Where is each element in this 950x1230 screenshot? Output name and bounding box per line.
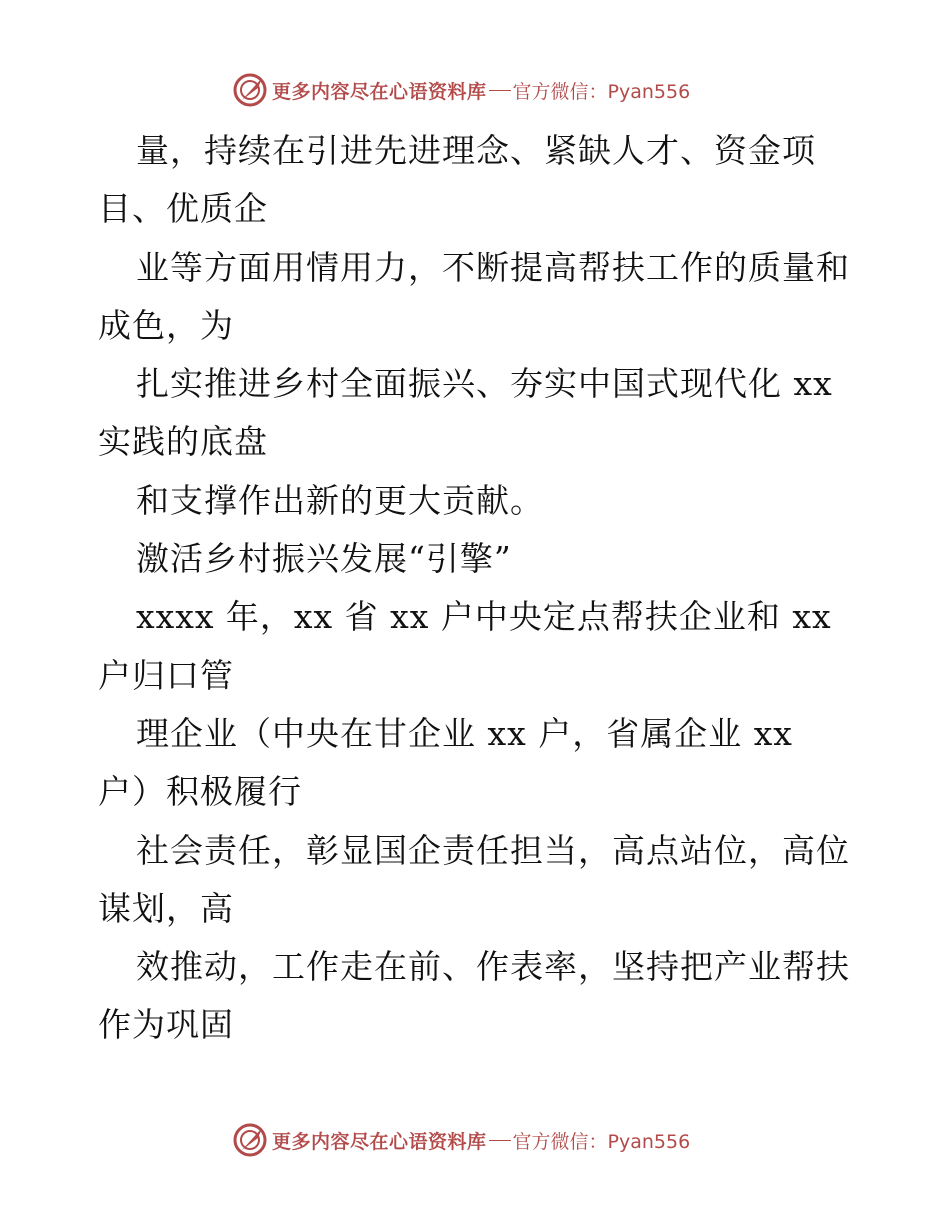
section-heading: 激活乡村振兴发展“引擎”	[136, 539, 512, 579]
header-dash	[489, 90, 511, 91]
quill-logo-icon	[232, 72, 268, 108]
body-line: xxxx 年，xx 省 xx 户中央定点帮扶企业和 xx	[136, 597, 832, 637]
header-banner	[232, 70, 690, 110]
body-line: 社会责任，彰显国企责任担当，高点站位，高位	[136, 830, 850, 870]
header-wechat: 官方微信：Pyan556	[512, 80, 691, 103]
body-line: 作为巩固	[98, 1005, 234, 1045]
footer-banner-text: 更多内容尽在心语资料库	[272, 1130, 487, 1153]
footer-banner	[232, 1120, 690, 1160]
body-line: 理企业（中央在甘企业 xx 户，省属企业 xx	[136, 713, 793, 753]
header-banner-text: 更多内容尽在心语资料库	[272, 80, 487, 103]
footer-wechat: 官方微信：Pyan556	[512, 1130, 691, 1153]
body-line: 户）积极履行	[98, 772, 302, 812]
document-body	[98, 122, 858, 1055]
body-line: 业等方面用情用力，不断提高帮扶工作的质量和	[136, 247, 850, 287]
body-line: 谋划，高	[98, 888, 234, 928]
body-line: 扎实推进乡村全面振兴、夯实中国式现代化 xx	[136, 364, 833, 404]
body-line: 和支撑作出新的更大贡献。	[136, 480, 544, 520]
quill-logo-icon	[232, 1122, 268, 1158]
footer-dash	[489, 1140, 511, 1141]
body-line: 户归口管	[98, 655, 234, 695]
body-line: 成色，为	[98, 305, 234, 345]
body-line: 效推动，工作走在前、作表率，坚持把产业帮扶	[136, 947, 850, 987]
body-line: 实践的底盘	[98, 422, 268, 462]
body-line: 量，持续在引进先进理念、紧缺人才、资金项	[136, 131, 816, 170]
body-line: 目、优质企	[98, 189, 268, 229]
